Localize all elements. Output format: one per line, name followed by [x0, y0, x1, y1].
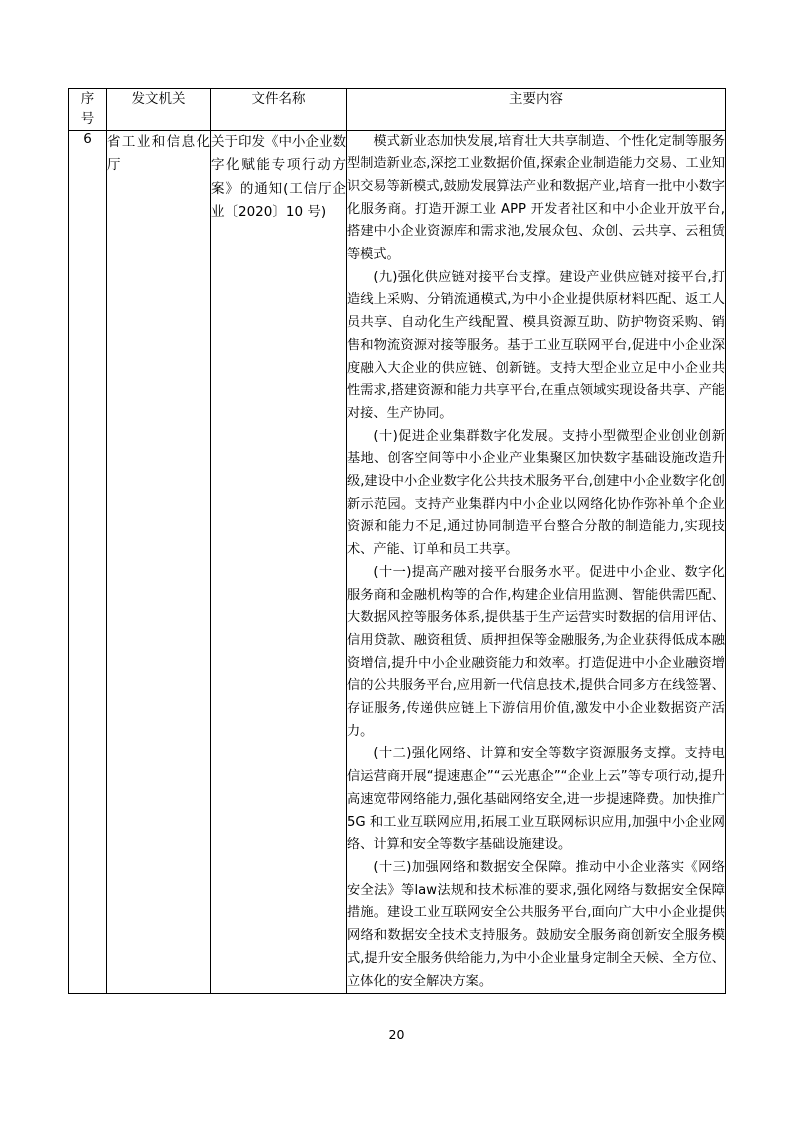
content-paragraph: 模式新业态加快发展,培育壮大共享制造、个性化定制等服务型制造新业态,深挖工业数据价值,探索企业制造能力交易、工业知识交易等新模式,鼓励发展算法产业和数据产业,培育一批中小数字化服务商。打造开源工业 APP 开发者社区和中小企业开放平台,搭建中小企业资源库和需求池,发展众包、众创、云共享、云租赁等模式。 — [347, 133, 725, 263]
page-number: 20 — [388, 1027, 405, 1042]
table-header-row — [69, 89, 726, 131]
content-table — [68, 88, 726, 994]
cell-main-content — [347, 130, 726, 994]
cell-issuing-authority: 省工业和信息化厅 — [107, 130, 211, 994]
cell-sequence-number: 6 — [69, 130, 107, 994]
column-header-seq-line2: 号 — [80, 111, 95, 128]
column-header-main: 主要内容 — [347, 89, 726, 131]
table-body — [69, 130, 726, 994]
column-header-doc: 文件名称 — [211, 89, 347, 131]
content-paragraph: (十一)提高产融对接平台服务水平。促进中小企业、数字化服务商和金融机构等的合作,构建企业信用监测、智能供需匹配、大数据风控等服务体系,提供基于生产运营实时数据的信用评估、信用贷款、融资租赁、质押担保等金融服务,为企业获得低成本融资增信,提升中小企业融资能力和效率。打造促进中小企业融资增信的公共服务平台,应用新一代信息技术,提供合同多方在线签署、存证服务,传递供应链上下游信用价值,激发中小企业数据资产活力。 — [347, 564, 725, 739]
column-header-seq — [69, 89, 107, 131]
cell-document-name: 关于印发《中小企业数字化赋能专项行动方案》的通知(工信厅企业〔2020〕10 号) — [211, 130, 347, 994]
content-paragraph: (十三)加强网络和数据安全保障。推动中小企业落实《网络安全法》等law法规和技术标准的要求,强化网络与数据安全保障措施。建设工业互联网安全公共服务平台,面向广大中小企业提供网络和数据安全技术支持服务。鼓励安全服务商创新安全服务模式,提升安全服务供给能力,为中小企业量身定制全天候、全方位、立体化的安全解决方案。 — [347, 860, 725, 989]
content-paragraph: (十二)强化网络、计算和安全等数字资源服务支撑。支持电信运营商开展“提速惠企”“云光惠企”“企业上云”等专项行动,提升高速宽带网络能力,强化基础网络安全,进一步提速降费。加快推广 5G 和工业互联网应用,拓展工业互联网标识应用,加强中小企业网络、计算和安全等数字基础设施建设。 — [347, 746, 725, 853]
content-paragraph: (十)促进企业集群数字化发展。支持小型微型企业创业创新基地、创客空间等中小企业产业集聚区加快数字基础设施改造升级,建设中小企业数字化公共技术服务平台,创建中小企业数字化创新示范园。支持产业集群内中小企业以网络化协作弥补单个企业资源和能力不足,通过协同制造平台整合分散的制造能力,实现技术、产能、订单和员工共享。 — [347, 428, 725, 558]
table-row — [69, 130, 726, 994]
column-header-seq-line1: 序 — [80, 91, 95, 107]
content-paragraph: (九)强化供应链对接平台支撑。建设产业供应链对接平台,打造线上采购、分销流通模式,为中小企业提供原材料匹配、返工人员共享、自动化生产线配置、模具资源互助、防护物资采购、销售和物流资源对接等服务。基于工业互联网平台,促进中小企业深度融入大企业的供应链、创新链。支持大型企业立足中小企业共性需求,搭建资源和能力共享平台,在重点领域实现设备共享、产能对接、生产协同。 — [347, 269, 725, 421]
table-header — [69, 89, 726, 131]
column-header-org: 发文机关 — [107, 89, 211, 131]
